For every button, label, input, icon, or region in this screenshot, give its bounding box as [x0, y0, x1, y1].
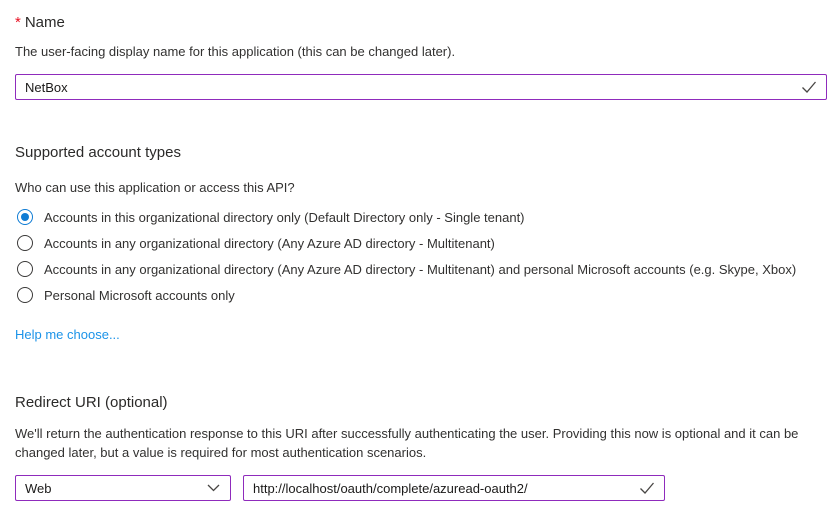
redirect-uri-title: Redirect URI (optional) [15, 394, 168, 411]
account-types-title: Supported account types [15, 144, 181, 161]
radio-option-label: Personal Microsoft accounts only [44, 287, 235, 303]
name-input-wrap [15, 74, 827, 100]
radio-button-icon[interactable] [17, 235, 33, 251]
account-types-radio-group [15, 204, 814, 308]
help-me-choose-link[interactable]: Help me choose... [15, 327, 120, 342]
radio-option-label: Accounts in any organizational directory (Any Azure AD directory - Multitenant) [44, 235, 495, 251]
platform-select[interactable] [15, 475, 231, 501]
redirect-uri-controls [15, 475, 814, 501]
radio-option-label: Accounts in this organizational directory only (Default Directory only - Single tenant) [44, 209, 525, 225]
radio-button-icon[interactable] [17, 287, 33, 303]
name-section-title [15, 12, 814, 33]
name-input[interactable] [15, 74, 827, 100]
redirect-uri-description: We'll return the authentication response to this URI after successfully authenticating the user. Providing this now is optional and it can be changed later, but a value is required for most authentication scenarios. [15, 426, 799, 460]
radio-option-row[interactable] [15, 256, 814, 282]
chevron-down-icon [207, 484, 220, 493]
name-title-text: Name [24, 14, 65, 31]
required-asterisk: * [15, 14, 21, 31]
radio-button-icon[interactable] [17, 261, 33, 277]
account-types-question: Who can use this application or access this API? [15, 180, 295, 195]
name-description: The user-facing display name for this application (this can be changed later). [15, 44, 456, 59]
radio-button-icon[interactable] [17, 209, 33, 225]
platform-select-value: Web [25, 480, 52, 496]
radio-option-row[interactable] [15, 230, 814, 256]
radio-option-label: Accounts in any organizational directory (Any Azure AD directory - Multitenant) and personal Microsoft accounts (e.g. Skype, Xbox) [44, 261, 797, 277]
redirect-uri-input[interactable] [243, 475, 665, 501]
uri-input-wrap [243, 475, 665, 501]
radio-option-row[interactable] [15, 204, 814, 230]
radio-option-row[interactable] [15, 282, 814, 308]
